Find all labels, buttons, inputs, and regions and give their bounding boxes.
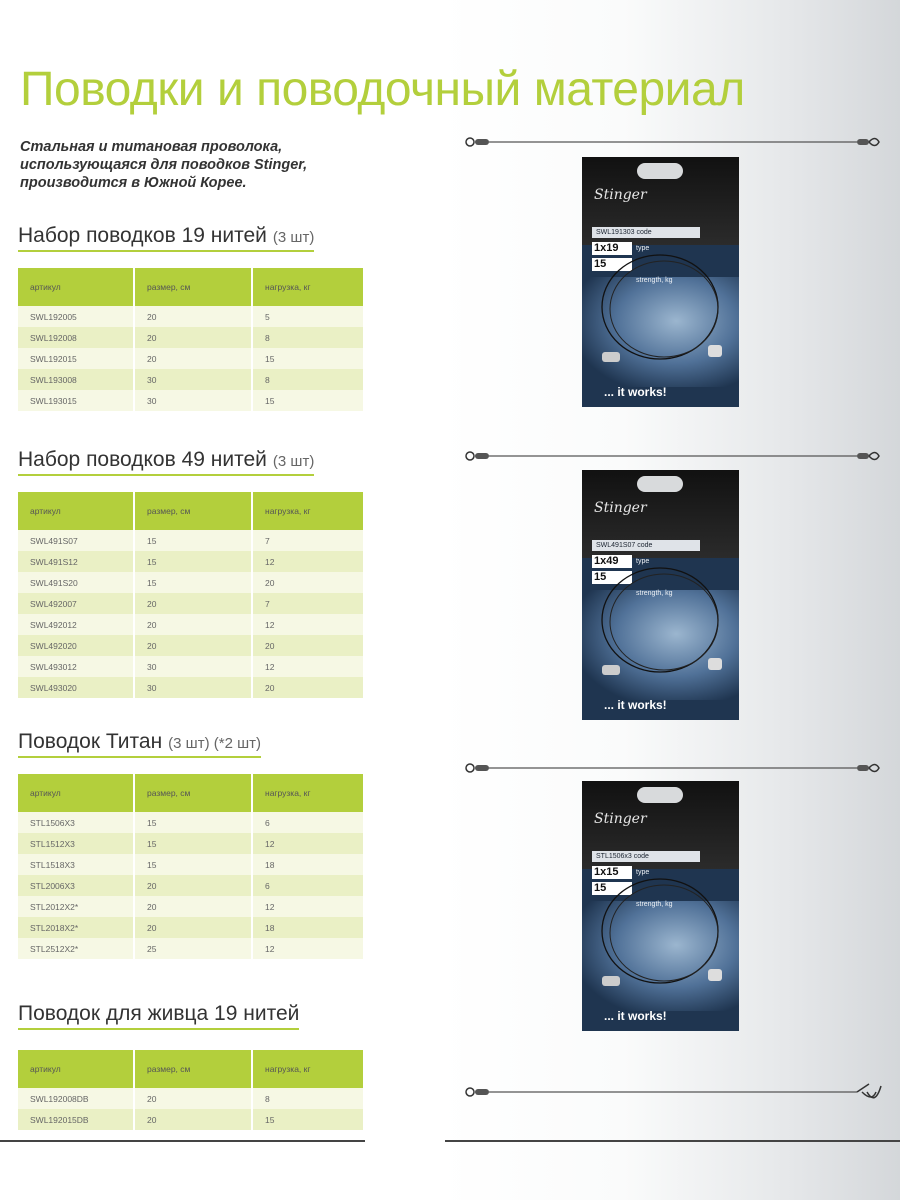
section-heading bbox=[18, 730, 261, 758]
intro-text bbox=[20, 138, 400, 192]
table-row bbox=[18, 833, 363, 854]
spec-table bbox=[18, 774, 363, 959]
cell-size: 15 bbox=[134, 812, 252, 833]
cell-load: 7 bbox=[252, 593, 363, 614]
leader-wire-image bbox=[462, 446, 882, 466]
cell-load: 8 bbox=[252, 1088, 363, 1109]
cell-article: SWL193015 bbox=[18, 390, 134, 411]
cell-article: SWL192008DB bbox=[18, 1088, 134, 1109]
package-strength-label: strength, kg bbox=[636, 590, 673, 597]
table-row bbox=[18, 369, 363, 390]
header-article: артикул bbox=[18, 1050, 134, 1088]
cell-article: SWL492007 bbox=[18, 593, 134, 614]
cell-article: SWL493020 bbox=[18, 677, 134, 698]
cell-load: 6 bbox=[252, 875, 363, 896]
cell-article: SWL192008 bbox=[18, 327, 134, 348]
section-qty: (3 шт) bbox=[272, 229, 315, 246]
cell-size: 20 bbox=[134, 614, 252, 635]
live-bait-wire-image bbox=[462, 1080, 892, 1110]
cell-size: 20 bbox=[134, 635, 252, 656]
cell-article: SWL492020 bbox=[18, 635, 134, 656]
cell-load: 20 bbox=[252, 635, 363, 656]
table-row bbox=[18, 896, 363, 917]
package-code: SWL191303 bbox=[596, 229, 635, 236]
section-heading bbox=[18, 224, 314, 252]
table-row bbox=[18, 306, 363, 327]
package-type-label: type bbox=[636, 558, 650, 565]
table-row bbox=[18, 327, 363, 348]
header-load: нагрузка, кг bbox=[252, 492, 363, 530]
cell-article: SWL491S12 bbox=[18, 551, 134, 572]
table-row bbox=[18, 917, 363, 938]
cell-size: 15 bbox=[134, 551, 252, 572]
section-titanium-leader bbox=[18, 730, 363, 959]
cell-load: 12 bbox=[252, 656, 363, 677]
cell-size: 30 bbox=[134, 656, 252, 677]
package-length: 15 bbox=[592, 571, 632, 584]
table-row bbox=[18, 635, 363, 656]
package-strength-label: strength, kg bbox=[636, 277, 673, 284]
header-article: артикул bbox=[18, 774, 134, 812]
package-code-caption: code bbox=[636, 229, 652, 236]
cell-load: 20 bbox=[252, 572, 363, 593]
intro-line: использующаяся для поводков Stinger, bbox=[20, 157, 308, 173]
section-title: Набор поводков 19 нитей bbox=[18, 224, 267, 247]
cell-size: 15 bbox=[134, 530, 252, 551]
product-package bbox=[582, 470, 739, 720]
table-row bbox=[18, 656, 363, 677]
cell-size: 20 bbox=[134, 917, 252, 938]
cell-article: SWL491S20 bbox=[18, 572, 134, 593]
section-19-strand-set bbox=[18, 224, 363, 411]
header-load: нагрузка, кг bbox=[252, 268, 363, 306]
cell-article: SWL192015DB bbox=[18, 1109, 134, 1130]
intro-line: Стальная и титановая проволока, bbox=[20, 139, 283, 155]
table-row bbox=[18, 530, 363, 551]
cell-load: 5 bbox=[252, 306, 363, 327]
cell-article: STL2012X2* bbox=[18, 896, 134, 917]
table-header-row bbox=[18, 1050, 363, 1088]
coiled-leader-icon bbox=[582, 470, 739, 720]
header-size: размер, см bbox=[134, 492, 252, 530]
table-row bbox=[18, 614, 363, 635]
cell-load: 12 bbox=[252, 614, 363, 635]
spec-table bbox=[18, 268, 363, 411]
product-package bbox=[582, 157, 739, 407]
cell-size: 30 bbox=[134, 677, 252, 698]
page-title: Поводки и поводочный материал bbox=[20, 63, 745, 116]
cell-load: 20 bbox=[252, 677, 363, 698]
cell-load: 15 bbox=[252, 390, 363, 411]
section-title: Поводок для живца 19 нитей bbox=[18, 1002, 300, 1025]
table-row bbox=[18, 348, 363, 369]
cell-load: 12 bbox=[252, 551, 363, 572]
cell-load: 12 bbox=[252, 896, 363, 917]
cell-article: STL1506X3 bbox=[18, 812, 134, 833]
cell-article: SWL491S07 bbox=[18, 530, 134, 551]
package-code: SWL491S07 bbox=[596, 542, 636, 549]
bottom-divider-right bbox=[445, 1140, 900, 1142]
cell-size: 30 bbox=[134, 369, 252, 390]
cell-load: 8 bbox=[252, 327, 363, 348]
section-heading bbox=[18, 448, 314, 476]
package-code-caption: code bbox=[637, 542, 653, 549]
spec-table bbox=[18, 1050, 363, 1130]
section-heading bbox=[18, 1002, 299, 1030]
package-size: 1x15 bbox=[592, 866, 632, 879]
cell-size: 25 bbox=[134, 938, 252, 959]
package-size: 1x49 bbox=[592, 555, 632, 568]
cell-size: 20 bbox=[134, 1088, 252, 1109]
package-size: 1x19 bbox=[592, 242, 632, 255]
header-size: размер, см bbox=[134, 268, 252, 306]
package-slogan: ... it works! bbox=[604, 698, 667, 712]
cell-size: 20 bbox=[134, 1109, 252, 1130]
cell-load: 12 bbox=[252, 833, 363, 854]
table-header-row bbox=[18, 492, 363, 530]
brand-logo: Stinger bbox=[594, 811, 647, 827]
leader-wire-image bbox=[462, 132, 882, 152]
brand-logo: Stinger bbox=[594, 187, 647, 203]
cell-load: 18 bbox=[252, 854, 363, 875]
package-type-label: type bbox=[636, 869, 650, 876]
coiled-leader-icon bbox=[582, 781, 739, 1031]
product-package bbox=[582, 781, 739, 1031]
table-row bbox=[18, 812, 363, 833]
brand-logo: Stinger bbox=[594, 500, 647, 516]
table-row bbox=[18, 677, 363, 698]
package-length: 15 bbox=[592, 882, 632, 895]
table-header-row bbox=[18, 774, 363, 812]
cell-load: 7 bbox=[252, 530, 363, 551]
cell-article: SWL492012 bbox=[18, 614, 134, 635]
table-header-row bbox=[18, 268, 363, 306]
package-slogan: ... it works! bbox=[604, 385, 667, 399]
table-row bbox=[18, 1109, 363, 1130]
cell-size: 15 bbox=[134, 833, 252, 854]
cell-load: 6 bbox=[252, 812, 363, 833]
section-qty: (3 шт) (*2 шт) bbox=[168, 735, 261, 752]
header-article: артикул bbox=[18, 492, 134, 530]
cell-article: STL2018X2* bbox=[18, 917, 134, 938]
leader-wire-image bbox=[462, 758, 882, 778]
intro-line: производится в Южной Корее. bbox=[20, 175, 247, 191]
table-row bbox=[18, 938, 363, 959]
spec-table bbox=[18, 492, 363, 698]
section-live-bait-leader bbox=[18, 1002, 363, 1130]
section-title: Набор поводков 49 нитей bbox=[18, 448, 267, 471]
cell-article: SWL193008 bbox=[18, 369, 134, 390]
cell-size: 30 bbox=[134, 390, 252, 411]
cell-size: 20 bbox=[134, 327, 252, 348]
cell-size: 20 bbox=[134, 306, 252, 327]
table-row bbox=[18, 1088, 363, 1109]
cell-article: SWL493012 bbox=[18, 656, 134, 677]
cell-article: STL2006X3 bbox=[18, 875, 134, 896]
table-row bbox=[18, 854, 363, 875]
package-slogan: ... it works! bbox=[604, 1009, 667, 1023]
cell-article: SWL192015 bbox=[18, 348, 134, 369]
cell-load: 8 bbox=[252, 369, 363, 390]
header-size: размер, см bbox=[134, 774, 252, 812]
package-strength-label: strength, kg bbox=[636, 901, 673, 908]
package-type-label: type bbox=[636, 245, 650, 252]
bottom-divider-left bbox=[0, 1140, 365, 1142]
section-49-strand-set bbox=[18, 448, 363, 698]
table-row bbox=[18, 390, 363, 411]
cell-article: STL1518X3 bbox=[18, 854, 134, 875]
cell-size: 15 bbox=[134, 572, 252, 593]
cell-size: 20 bbox=[134, 896, 252, 917]
table-row bbox=[18, 572, 363, 593]
cell-size: 15 bbox=[134, 854, 252, 875]
cell-article: SWL192005 bbox=[18, 306, 134, 327]
header-load: нагрузка, кг bbox=[252, 1050, 363, 1088]
table-row bbox=[18, 875, 363, 896]
cell-size: 20 bbox=[134, 875, 252, 896]
header-load: нагрузка, кг bbox=[252, 774, 363, 812]
cell-load: 12 bbox=[252, 938, 363, 959]
package-code-caption: code bbox=[633, 853, 649, 860]
cell-load: 15 bbox=[252, 1109, 363, 1130]
cell-size: 20 bbox=[134, 593, 252, 614]
header-size: размер, см bbox=[134, 1050, 252, 1088]
cell-load: 18 bbox=[252, 917, 363, 938]
package-code: STL1506x3 bbox=[596, 853, 632, 860]
package-length: 15 bbox=[592, 258, 632, 271]
section-qty: (3 шт) bbox=[272, 453, 315, 470]
section-title: Поводок Титан bbox=[18, 730, 163, 753]
cell-load: 15 bbox=[252, 348, 363, 369]
cell-article: STL2512X2* bbox=[18, 938, 134, 959]
header-article: артикул bbox=[18, 268, 134, 306]
cell-article: STL1512X3 bbox=[18, 833, 134, 854]
table-row bbox=[18, 593, 363, 614]
cell-size: 20 bbox=[134, 348, 252, 369]
coiled-leader-icon bbox=[582, 157, 739, 407]
table-row bbox=[18, 551, 363, 572]
